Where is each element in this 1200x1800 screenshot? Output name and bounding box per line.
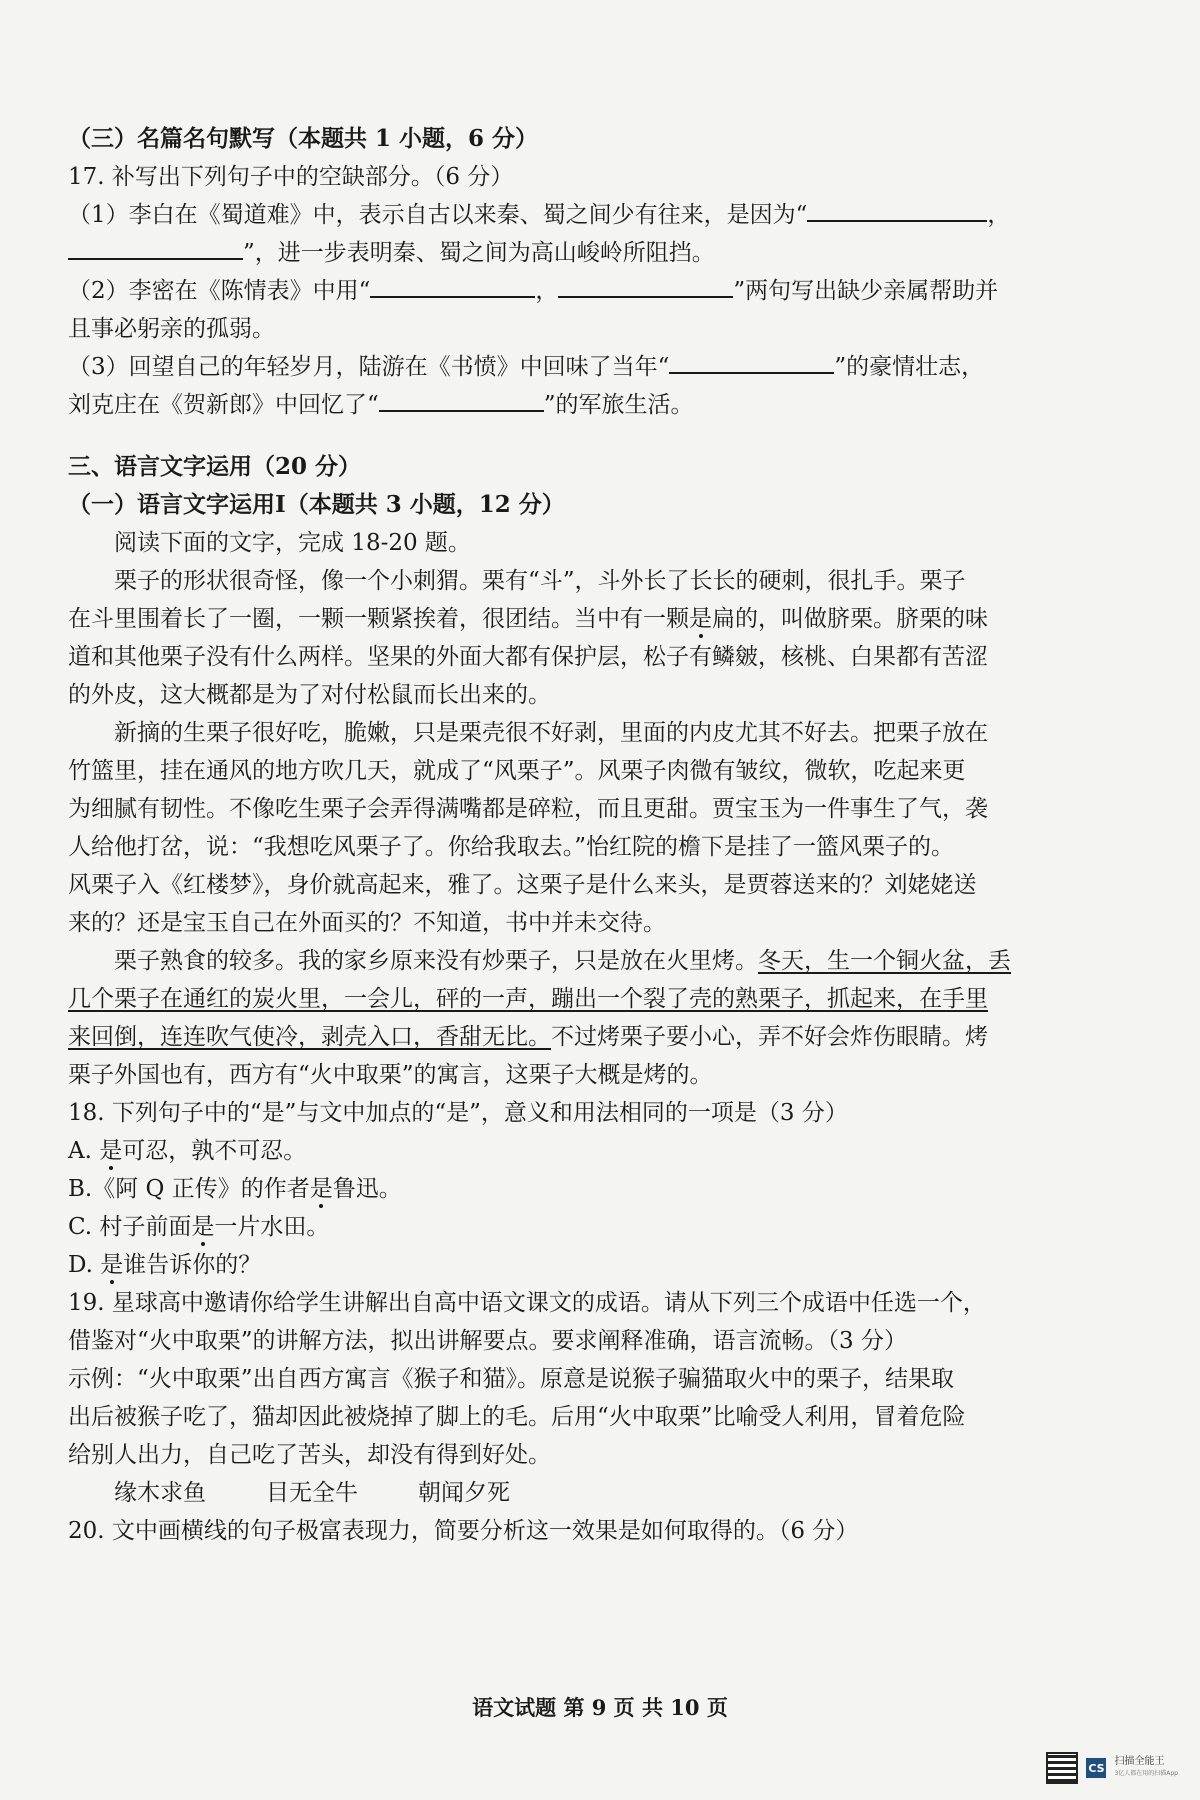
passage-line: 为细腻有韧性。不像吃生栗子会弄得满嘴都是碎粒，而且更甜。贾宝玉为一件事生了气，袭 [68,796,988,822]
passage-line [68,980,1128,1018]
passage-line: 道和其他栗子没有什么两样。坚果的外面大都有保护层，松子有鳞皴，核桃、白果都有苦涩 [68,644,988,670]
section-heading: （三）名篇名句默写（本题共 1 小题，6 分） [68,125,539,152]
underlined-text: 冬天，生一个铜火盆，丢 [758,948,1011,974]
camscanner-logo-icon: CS [1086,1758,1106,1778]
passage-line: 人给他打岔，说：“我想吃风栗子了。你给我取去。”怡红院的檐下是挂了一篮风栗子的。 [68,834,955,860]
reading-intro: 阅读下面的文字，完成 18-20 题。 [114,530,471,556]
passage-line: 来回倒，连连吹气使冷，剥壳入口，香甜无比。不过烤栗子要小心，弄不好会炸伤眼睛。烤 [68,1024,988,1050]
dotted-char: 是 [191,1214,215,1240]
option-c: C. 村子前面是一片水田。 [68,1214,330,1240]
dotted-char: 是 [99,1138,123,1164]
dotted-char: 是 [689,606,712,632]
question-17-stem: 17. 补写出下列句子中的空缺部分。（6 分） [68,164,514,190]
passage-line: 来的？还是宝玉自己在外面买的？不知道，书中并未交待。 [68,910,666,936]
answer-blank[interactable] [379,388,544,412]
passage-line: 新摘的生栗子很好吃，脆嫩，只是栗壳很不好剥，里面的内皮尤其不好去。把栗子放在 [114,720,988,746]
question-17-1-cont: ”，进一步表明秦、蜀之间为高山峻岭所阻挡。 [68,234,1128,272]
question-17-1: （1）李白在《蜀道难》中，表示自古以来秦、蜀之间少有往来，是因为“ ， [68,196,1128,234]
option-a: A. 是可忍，孰不可忍。 [68,1138,307,1164]
answer-blank[interactable] [807,198,987,222]
question-17-3-cont: 刘克庄在《贺新郎》中回忆了“ ”的军旅生活。 [68,386,1128,424]
page-footer: 语文试题 第 9 页 共 10 页 [472,1695,728,1720]
passage-line: 栗子的形状很奇怪，像一个小刺猬。栗有“斗”，斗外长了长长的硬刺，很扎手。栗子 [114,568,966,594]
section-recitation [68,120,1128,424]
section-language-use [68,448,1128,1550]
option-b: B.《阿 Q 正传》的作者是鲁迅。 [68,1176,402,1202]
question-20-stem: 20. 文中画横线的句子极富表现力，简要分析这一效果是如何取得的。（6 分） [68,1518,859,1544]
passage-line: 风栗子入《红楼梦》，身价就高起来，雅了。这栗子是什么来头，是贾蓉送来的？刘姥姥送 [68,872,977,898]
question-17-2: （2）李密在《陈情表》中用“ ， ”两句写出缺少亲属帮助并 [68,272,1128,310]
option-d: D. 是谁告诉你的？ [68,1252,262,1278]
dotted-char: 是 [100,1252,124,1278]
idiom-list [68,1474,1128,1512]
idiom: 朝闻夕死 [418,1480,510,1506]
passage-line: 在斗里围着长了一圈，一颗一颗紧挨着，很团结。当中有一颗是扁的，叫做脐栗。脐栗的味 [68,606,988,632]
question-18-stem: 18. 下列句子中的“是”与文中加点的“是”，意义和用法相同的一项是（3 分） [68,1100,848,1126]
passage-line: 栗子熟食的较多。我的家乡原来没有炒栗子，只是放在火里烤。冬天，生一个铜火盆，丢 [114,948,1011,974]
idiom: 缘木求鱼 [114,1480,206,1506]
question-17-2-cont: 且事必躬亲的孤弱。 [68,316,275,342]
example-text: 给别人出力，自己吃了苦头，却没有得到好处。 [68,1442,551,1468]
underlined-text: 几个栗子在通红的炭火里，一会儿，砰的一声，蹦出一个裂了壳的熟栗子，抓起来，在手里 [68,986,988,1012]
scanner-name: 扫描全能王 [1114,1756,1165,1767]
passage-line: 栗子外国也有，西方有“火中取栗”的寓言，这栗子大概是烤的。 [68,1062,713,1088]
underlined-text: 来回倒，连连吹气使冷，剥壳入口，香甜无比。 [68,1024,551,1050]
passage-line: 的外皮，这大概都是为了对付松鼠而长出来的。 [68,682,551,708]
sub-heading: （一）语言文字运用Ⅰ（本题共 3 小题，12 分） [68,491,565,518]
answer-blank[interactable] [558,274,733,298]
qr-code-icon [1046,1752,1078,1784]
question-19-stem: 19. 星球高中邀请你给学生讲解出自高中语文课文的成语。请从下列三个成语中任选一个， [68,1290,986,1316]
answer-blank[interactable] [68,236,243,260]
idiom: 目无全牛 [266,1480,358,1506]
example-text: 出后被猴子吃了，猫却因此被烧掉了脚上的毛。后用“火中取栗”比喻受人利用，冒着危险 [68,1404,966,1430]
dotted-char: 是 [309,1176,333,1202]
answer-blank[interactable] [370,274,535,298]
example-text: 示例：“火中取栗”出自西方寓言《猴子和猫》。原意是说猴子骗猫取火中的栗子，结果取 [68,1366,955,1392]
part-heading: 三、语言文字运用（20 分） [68,453,362,480]
question-19-stem: 借鉴对“火中取栗”的讲解方法，拟出讲解要点。要求阐释准确，语言流畅。（3 分） [68,1328,907,1354]
answer-blank[interactable] [669,350,834,374]
scanner-watermark [1046,1752,1178,1784]
scanner-tagline: 3亿人都在用的扫描App [1114,1770,1178,1777]
question-17-3: （3）回望自己的年轻岁月，陆游在《书愤》中回味了当年“ ”的豪情壮志， [68,348,1128,386]
passage-line: 竹篮里，挂在通风的地方吹几天，就成了“风栗子”。风栗子肉微有皱纹，微软，吃起来更 [68,758,966,784]
